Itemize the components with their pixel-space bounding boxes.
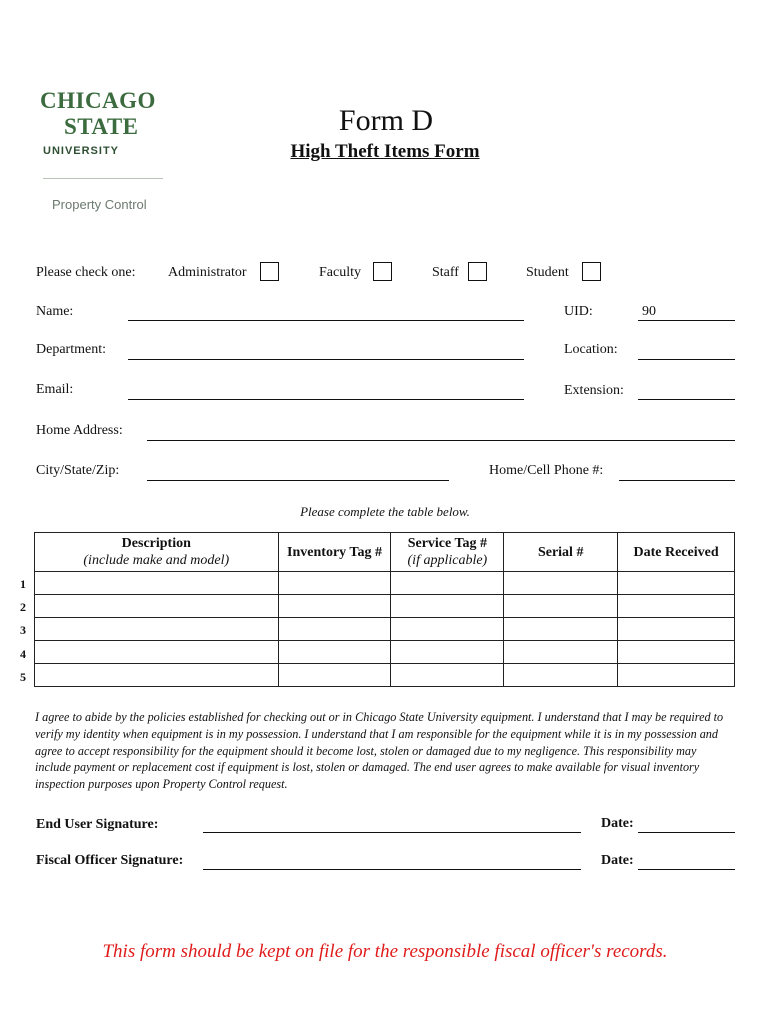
cell-service-tag[interactable] — [391, 572, 504, 595]
end-user-date-field[interactable] — [638, 832, 735, 833]
option-student-label: Student — [526, 265, 569, 280]
form-title: Form D — [338, 104, 434, 137]
administrator-checkbox[interactable] — [260, 262, 279, 281]
city-state-zip-label: City/State/Zip: — [36, 463, 120, 478]
table-instruction: Please complete the table below. — [300, 504, 470, 519]
fiscal-officer-signature-field[interactable] — [203, 869, 581, 870]
logo-university: UNIVERSITY — [43, 145, 120, 157]
logo-property-control: Property Control — [52, 197, 147, 212]
uid-field[interactable] — [638, 320, 735, 321]
extension-field[interactable] — [638, 399, 735, 400]
table-row — [35, 618, 735, 641]
department-field[interactable] — [128, 359, 524, 360]
option-faculty-label: Faculty — [319, 265, 361, 280]
department-label: Department: — [36, 342, 106, 357]
location-field[interactable] — [638, 359, 735, 360]
option-staff-label: Staff — [432, 265, 459, 280]
uid-value: 90 — [642, 304, 656, 319]
date-label-2: Date: — [601, 853, 634, 868]
cell-date-received[interactable] — [618, 641, 735, 664]
header-serial: Serial # — [504, 533, 618, 572]
row-number-1: 1 — [20, 577, 26, 591]
table-row — [35, 664, 735, 687]
cell-inventory-tag[interactable] — [278, 664, 391, 687]
home-address-label: Home Address: — [36, 423, 123, 438]
end-user-signature-field[interactable] — [203, 832, 581, 833]
logo-chicago: CHICAGO — [40, 88, 156, 113]
cell-description[interactable] — [35, 641, 279, 664]
cell-serial[interactable] — [504, 595, 618, 618]
extension-label: Extension: — [564, 383, 624, 398]
header-date-received: Date Received — [618, 533, 735, 572]
cell-service-tag[interactable] — [391, 664, 504, 687]
check-prompt: Please check one: — [36, 265, 136, 280]
cell-date-received[interactable] — [618, 572, 735, 595]
student-checkbox[interactable] — [582, 262, 601, 281]
option-administrator-label: Administrator — [168, 265, 247, 280]
name-label: Name: — [36, 304, 74, 319]
cell-description[interactable] — [35, 664, 279, 687]
cell-inventory-tag[interactable] — [278, 595, 391, 618]
cell-inventory-tag[interactable] — [278, 641, 391, 664]
date-label-1: Date: — [601, 816, 634, 831]
cell-date-received[interactable] — [618, 595, 735, 618]
end-user-signature-label: End User Signature: — [36, 817, 159, 832]
cell-serial[interactable] — [504, 641, 618, 664]
logo-divider — [43, 178, 163, 179]
email-field[interactable] — [128, 399, 524, 400]
phone-field[interactable] — [619, 480, 735, 481]
header-service-tag: Service Tag # (if applicable) — [391, 533, 504, 572]
row-number-3: 3 — [20, 623, 26, 637]
row-number-5: 5 — [20, 670, 26, 684]
phone-label: Home/Cell Phone #: — [489, 463, 604, 478]
footer-note: This form should be kept on file for the responsible fiscal officer's records. — [102, 941, 668, 962]
cell-serial[interactable] — [504, 572, 618, 595]
home-address-field[interactable] — [147, 440, 735, 441]
form-subtitle: High Theft Items Form — [290, 141, 480, 162]
cell-description[interactable] — [35, 595, 279, 618]
cell-service-tag[interactable] — [391, 641, 504, 664]
cell-serial[interactable] — [504, 664, 618, 687]
table-row — [35, 641, 735, 664]
location-label: Location: — [564, 342, 618, 357]
email-label: Email: — [36, 382, 74, 397]
uid-label: UID: — [564, 304, 593, 319]
faculty-checkbox[interactable] — [373, 262, 392, 281]
table-row — [35, 572, 735, 595]
name-field[interactable] — [128, 320, 524, 321]
header-description: Description (include make and model) — [35, 533, 279, 572]
cell-service-tag[interactable] — [391, 595, 504, 618]
cell-description[interactable] — [35, 572, 279, 595]
agreement-text: I agree to abide by the policies established for checking out or in Chicago State University equipment. I understand that I may be required to verify my identity when equipment is in my possession. I understand that I am responsible for the equipment while it is in my possession and agree to accept responsibility for the equipment should it become lost, stolen or damaged due to my negligence. This responsibility may include payment or replacement cost if equipment is lost, stolen or damaged. The end user agrees to make available for visual inventory inspection purposes upon Property Control request. — [35, 710, 724, 792]
cell-serial[interactable] — [504, 618, 618, 641]
cell-inventory-tag[interactable] — [278, 618, 391, 641]
row-number-2: 2 — [20, 600, 26, 614]
logo-state: STATE — [64, 114, 139, 139]
fiscal-officer-date-field[interactable] — [638, 869, 735, 870]
cell-date-received[interactable] — [618, 664, 735, 687]
cell-date-received[interactable] — [618, 618, 735, 641]
city-state-zip-field[interactable] — [147, 480, 449, 481]
fiscal-officer-signature-label: Fiscal Officer Signature: — [36, 853, 184, 868]
table-row — [35, 595, 735, 618]
header-inventory-tag: Inventory Tag # — [278, 533, 391, 572]
table-header-row — [35, 533, 735, 572]
cell-inventory-tag[interactable] — [278, 572, 391, 595]
row-number-4: 4 — [20, 647, 26, 661]
cell-description[interactable] — [35, 618, 279, 641]
staff-checkbox[interactable] — [468, 262, 487, 281]
equipment-table — [34, 532, 735, 687]
cell-service-tag[interactable] — [391, 618, 504, 641]
